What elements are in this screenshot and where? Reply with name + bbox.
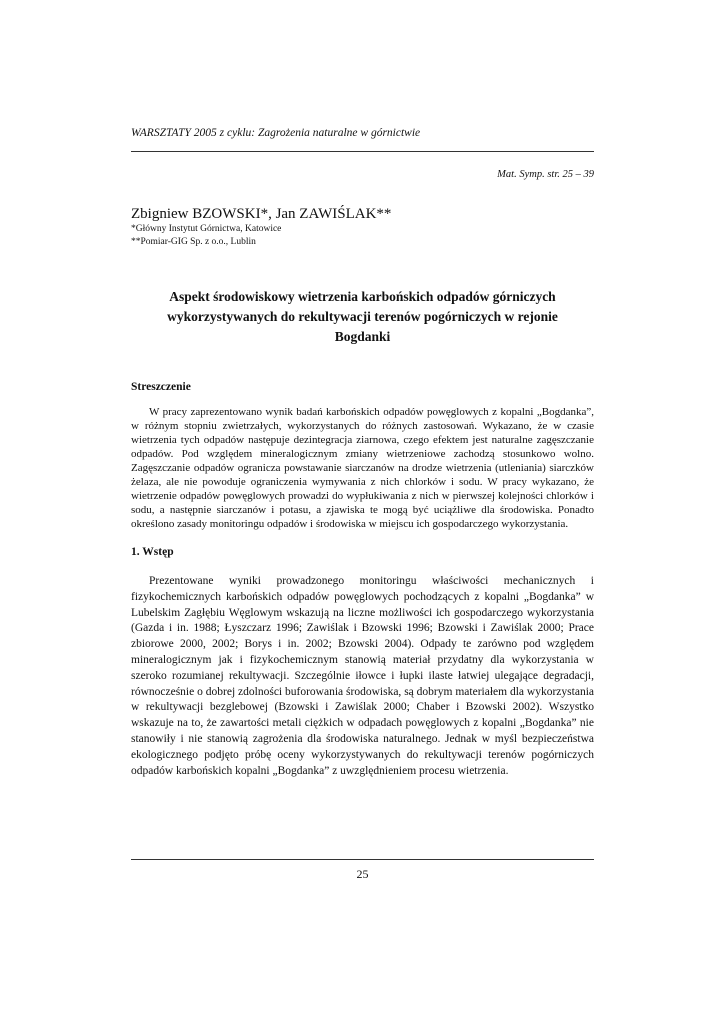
authors: Zbigniew BZOWSKI*, Jan ZAWIŚLAK** bbox=[131, 206, 392, 222]
affiliation-1: *Główny Instytut Górnictwa, Katowice bbox=[131, 224, 282, 234]
running-header: WARSZTATY 2005 z cyklu: Zagrożenia naturalne w górnictwie bbox=[131, 127, 421, 139]
abstract-text: W pracy zaprezentowano wynik badań karbońskich odpadów powęglowych z kopalni „Bogdanka”, w różnym stopniu zwietrzałych, wykorzystanych do różnych zastosowań. Wykazano, że w czasie wietrzenia tych odpadów następuje dezintegracja ziarnowa, czego efektem jest naturalne zagęszczanie odpadów. Pod względem mineralogicznym zmiany wietrzeniowe zachodzą stosunkowo wolno. Zagęszczanie odpadów ogranicza powstawanie siarczanów na drodze wietrzenia (utleniania) siarczków żelaza, ale nie powoduje ograniczenia wymywania z nich chlorków i sodu. W pracy wykazano, że wietrzenie odpadów powęglowych prowadzi do wypłukiwania z nich w pierwszej kolejności chlorków i sodu, a następnie siarczanów i potasu, a zjawiska te mogą być uciążliwe dla środowiska. Ponadto określono zasady monitoringu odpadów i środowiska w miejscu ich gospodarczego wykorzystania. bbox=[131, 406, 594, 530]
section-text: Prezentowane wyniki prowadzonego monitoringu właściwości mechanicznych i fizykochemicznych karbońskich odpadów powęglowych pochodzących z kopalni „Bogdanka” w Lubelskim Zagłębiu Węglowym wskazują na liczne możliwości ich gospodarczego wykorzystania (Gazda i in. 1988; Łyszczarz 1996; Zawiślak i Bzowski 1996; Bzowski i Zawiślak 2000; Prace zbiorowe 2000, 2002; Borys i in. 2002; Bzowski 2004). Odpady te zarówno pod względem mineralogicznym jak i fizykochemicznym stanowią materiał przydatny dla wykorzystania w szeroko rozumianej rekultywacji. Szczególnie iłowce i łupki ilaste łatwiej ulegające degradacji, równocześnie o dobrej zdolności buforowania środowiska, są dobrym materiałem dla wykorzystania w rekultywacji bezglebowej (Bzowski i Zawiślak 2000; Chaber i Bzowski 2002). Wszystko wskazuje na to, że zawartości metali ciężkich w odpadach powęglowych z kopalni „Bogdanka” nie stanowiły i nie stanowią zagrożenia dla środowiska naturalnego. Jednak w myśl bezpieczeństwa ekologicznego podjęto próbę oceny wykorzystywanych do rekultywacji terenów pogórniczych odpadów karbońskich kopalni „Bogdanka” z uwzględnieniem procesu wietrzenia. bbox=[131, 575, 594, 777]
paper-title: Aspekt środowiskowy wietrzenia karbońskich odpadów górniczych wykorzystywanych do rekultywacji terenów pogórniczych w rejonie Bogdanki bbox=[167, 289, 558, 344]
section-heading: 1. Wstęp bbox=[131, 546, 174, 558]
page-number: 25 bbox=[356, 867, 369, 881]
abstract-heading: Streszczenie bbox=[131, 381, 191, 393]
page-reference: Mat. Symp. str. 25 – 39 bbox=[497, 169, 594, 180]
footer-rule bbox=[131, 859, 594, 860]
affiliation-2: **Pomiar-GIG Sp. z o.o., Lublin bbox=[131, 237, 256, 247]
header-rule bbox=[131, 151, 594, 152]
